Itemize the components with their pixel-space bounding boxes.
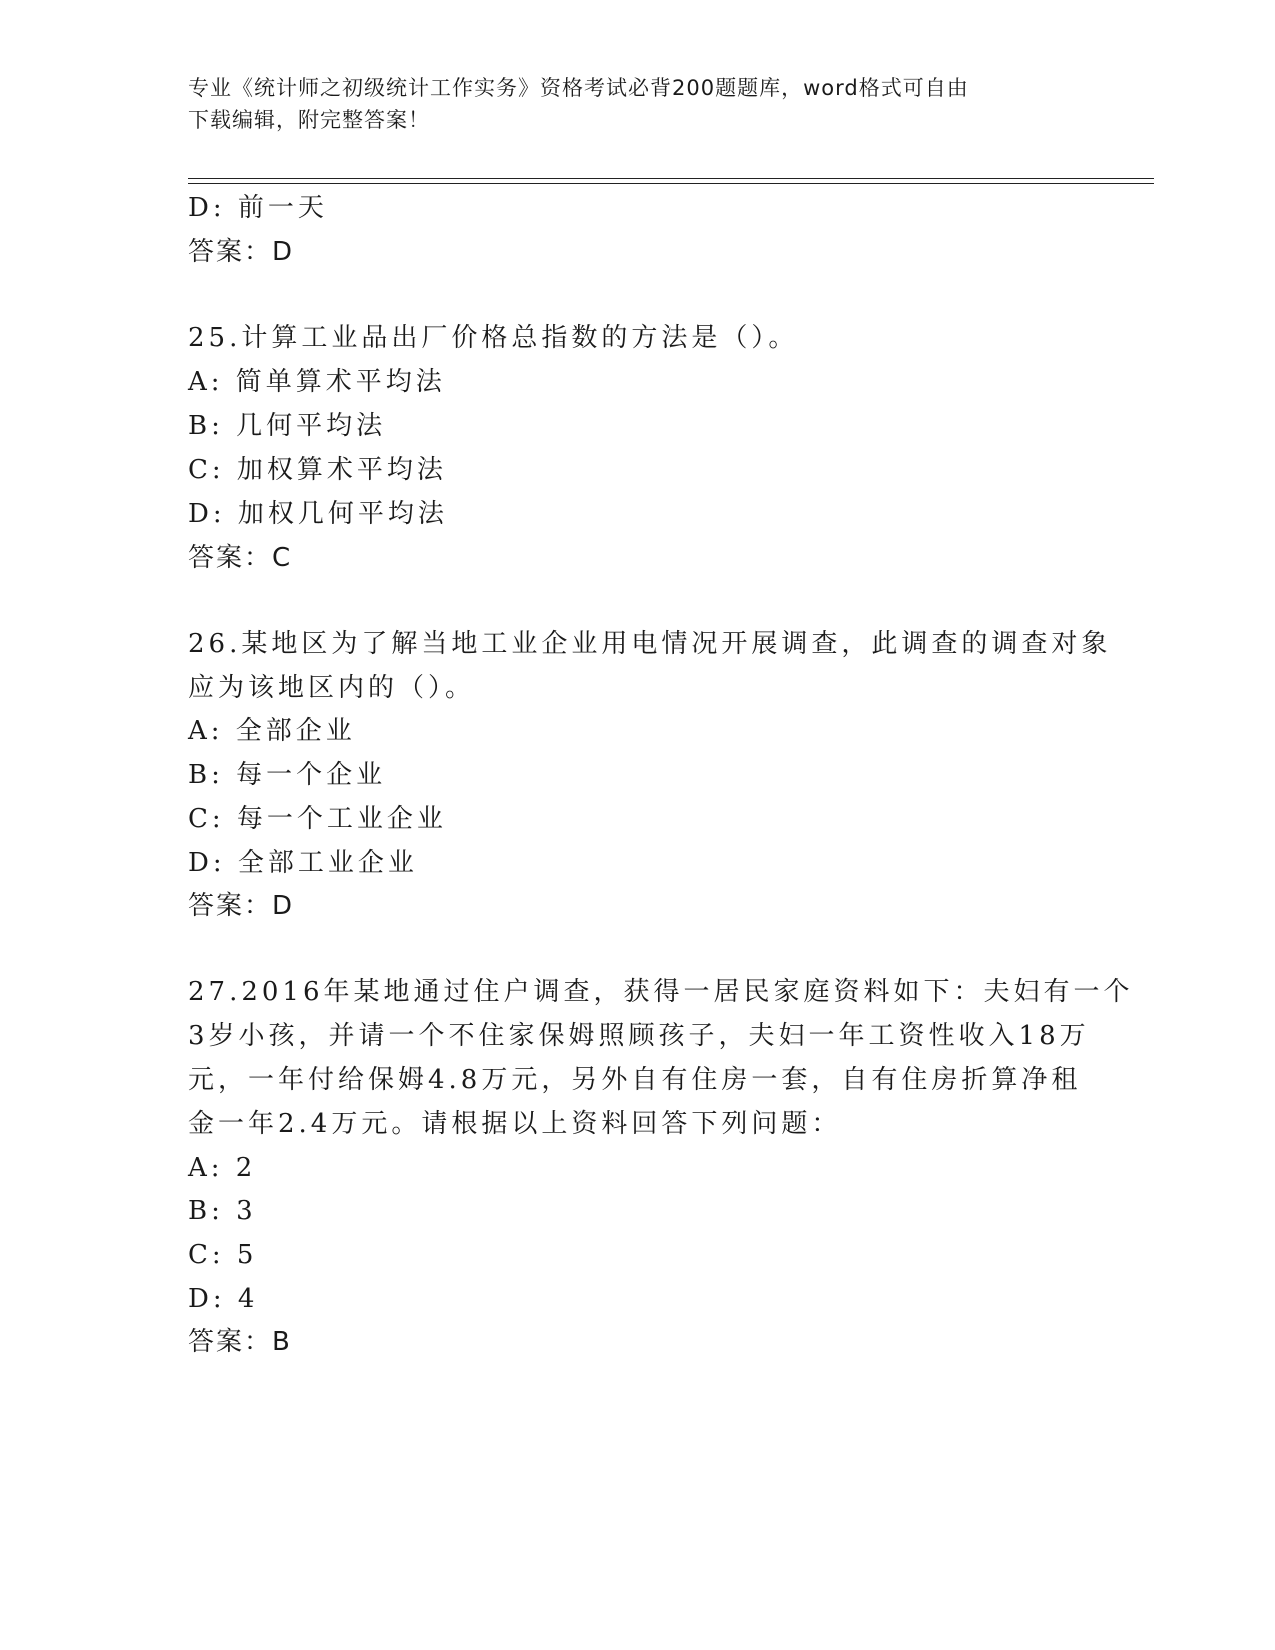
q25-stem-line-1: 25.计算工业品出厂价格总指数的方法是（）。 <box>188 323 799 353</box>
q25-option-c: C: 加权算术平均法 <box>188 455 447 485</box>
q26-option-c: C: 每一个工业企业 <box>188 804 447 834</box>
q25-option-b: B: 几何平均法 <box>188 411 387 441</box>
q25-answer: 答案：C <box>188 543 293 573</box>
q26-stem-line-2: 应为该地区内的（）。 <box>188 673 476 703</box>
q27-option-c: C: 5 <box>188 1240 258 1270</box>
q26-option-a: A: 全部企业 <box>188 716 356 746</box>
header-line-1: 专业《统计师之初级统计工作实务》资格考试必背200题题库，word格式可自由 <box>188 76 969 100</box>
q27-stem-line-3: 元，一年付给保姆4.8万元，另外自有住房一套，自有住房折算净租 <box>188 1065 1082 1095</box>
q27-option-d: D: 4 <box>188 1284 259 1314</box>
q26-option-d: D: 全部工业企业 <box>188 848 418 878</box>
header-rule-top <box>188 178 1154 179</box>
q27-stem-line-4: 金一年2.4万元。请根据以上资料回答下列问题： <box>188 1109 842 1139</box>
header-rule-bottom <box>188 183 1154 184</box>
q27-stem-line-1: 27.2016年某地通过住户调查，获得一居民家庭资料如下：夫妇有一个 <box>188 977 1134 1007</box>
q26-option-b: B: 每一个企业 <box>188 760 387 790</box>
q27-stem-line-2: 3岁小孩，并请一个不住家保姆照顾孩子，夫妇一年工资性收入18万 <box>188 1021 1090 1051</box>
q27-option-b: B: 3 <box>188 1196 257 1226</box>
q25-option-a: A: 简单算术平均法 <box>188 367 446 397</box>
q26-answer: 答案：D <box>188 891 295 921</box>
q27-answer: 答案：B <box>188 1327 292 1357</box>
q26-stem-line-1: 26.某地区为了解当地工业企业用电情况开展调查，此调查的调查对象 <box>188 629 1112 659</box>
header-line-2: 下载编辑，附完整答案！ <box>188 108 430 132</box>
prev-option-d: D: 前一天 <box>188 193 328 223</box>
document-header <box>188 72 1068 136</box>
q25-option-d: D: 加权几何平均法 <box>188 499 448 529</box>
q27-option-a: A: 2 <box>188 1153 257 1183</box>
prev-answer: 答案：D <box>188 237 295 267</box>
